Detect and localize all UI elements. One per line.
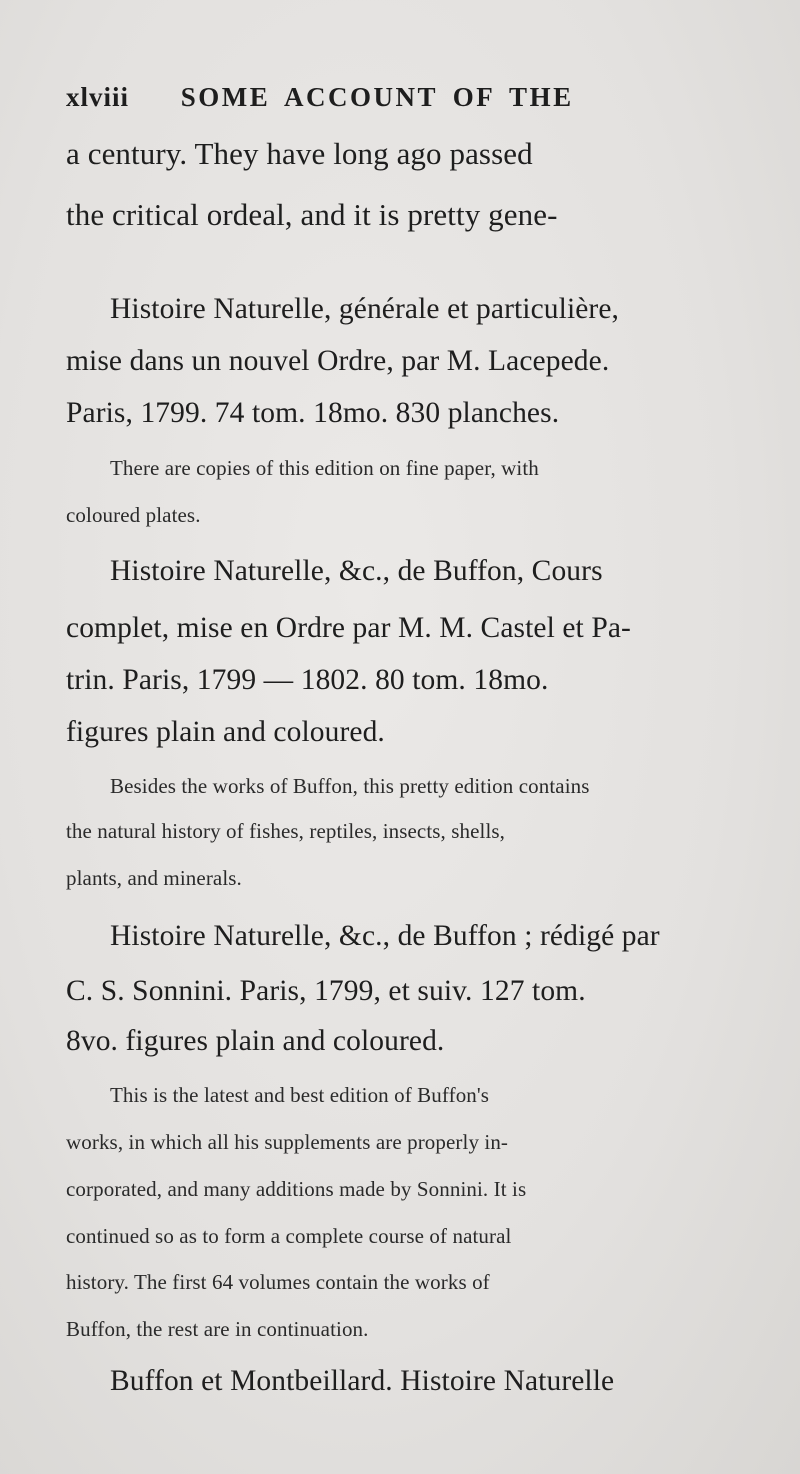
entry-line: Histoire Naturelle, &c., de Buffon, Cours — [110, 555, 603, 587]
note-line: continued so as to form a complete course of natural — [66, 1224, 512, 1248]
entry-line: Buffon et Montbeillard. Histoire Naturelle — [110, 1365, 615, 1397]
note-line: plants, and minerals. — [66, 866, 242, 890]
running-title: SOME ACCOUNT OF THE — [180, 82, 574, 112]
note-line: Buffon, the rest are in continuation. — [66, 1317, 369, 1341]
note-line: coloured plates. — [66, 503, 201, 527]
entry-line: 8vo. figures plain and coloured. — [66, 1025, 445, 1057]
note-line: the natural history of fishes, reptiles, insects, shells, — [66, 819, 506, 843]
page-number: xlviii — [66, 82, 130, 112]
page-header — [66, 82, 574, 113]
note-line: Besides the works of Buffon, this pretty edition contains — [110, 774, 590, 798]
note-line: history. The first 64 volumes contain the works of — [66, 1270, 490, 1294]
entry-line: Paris, 1799. 74 tom. 18mo. 830 planches. — [66, 397, 560, 429]
body-line: a century. They have long ago passed — [66, 136, 533, 171]
entry-line: C. S. Sonnini. Paris, 1799, et suiv. 127 tom. — [66, 975, 586, 1007]
note-line: This is the latest and best edition of Buffon's — [110, 1083, 490, 1107]
body-line: the critical ordeal, and it is pretty gene- — [66, 197, 558, 232]
entry-line: complet, mise en Ordre par M. M. Castel et Pa- — [66, 612, 631, 644]
note-line: There are copies of this edition on fine paper, with — [110, 456, 539, 480]
entry-line: figures plain and coloured. — [66, 716, 385, 748]
entry-line: trin. Paris, 1799 — 1802. 80 tom. 18mo. — [66, 664, 549, 696]
entry-line: mise dans un nouvel Ordre, par M. Lacepede. — [66, 345, 610, 377]
entry-line: Histoire Naturelle, &c., de Buffon ; rédigé par — [110, 920, 660, 952]
note-line: corporated, and many additions made by Sonnini. It is — [66, 1177, 527, 1201]
entry-line: Histoire Naturelle, générale et particulière, — [110, 293, 620, 325]
note-line: works, in which all his supplements are properly in- — [66, 1130, 509, 1154]
